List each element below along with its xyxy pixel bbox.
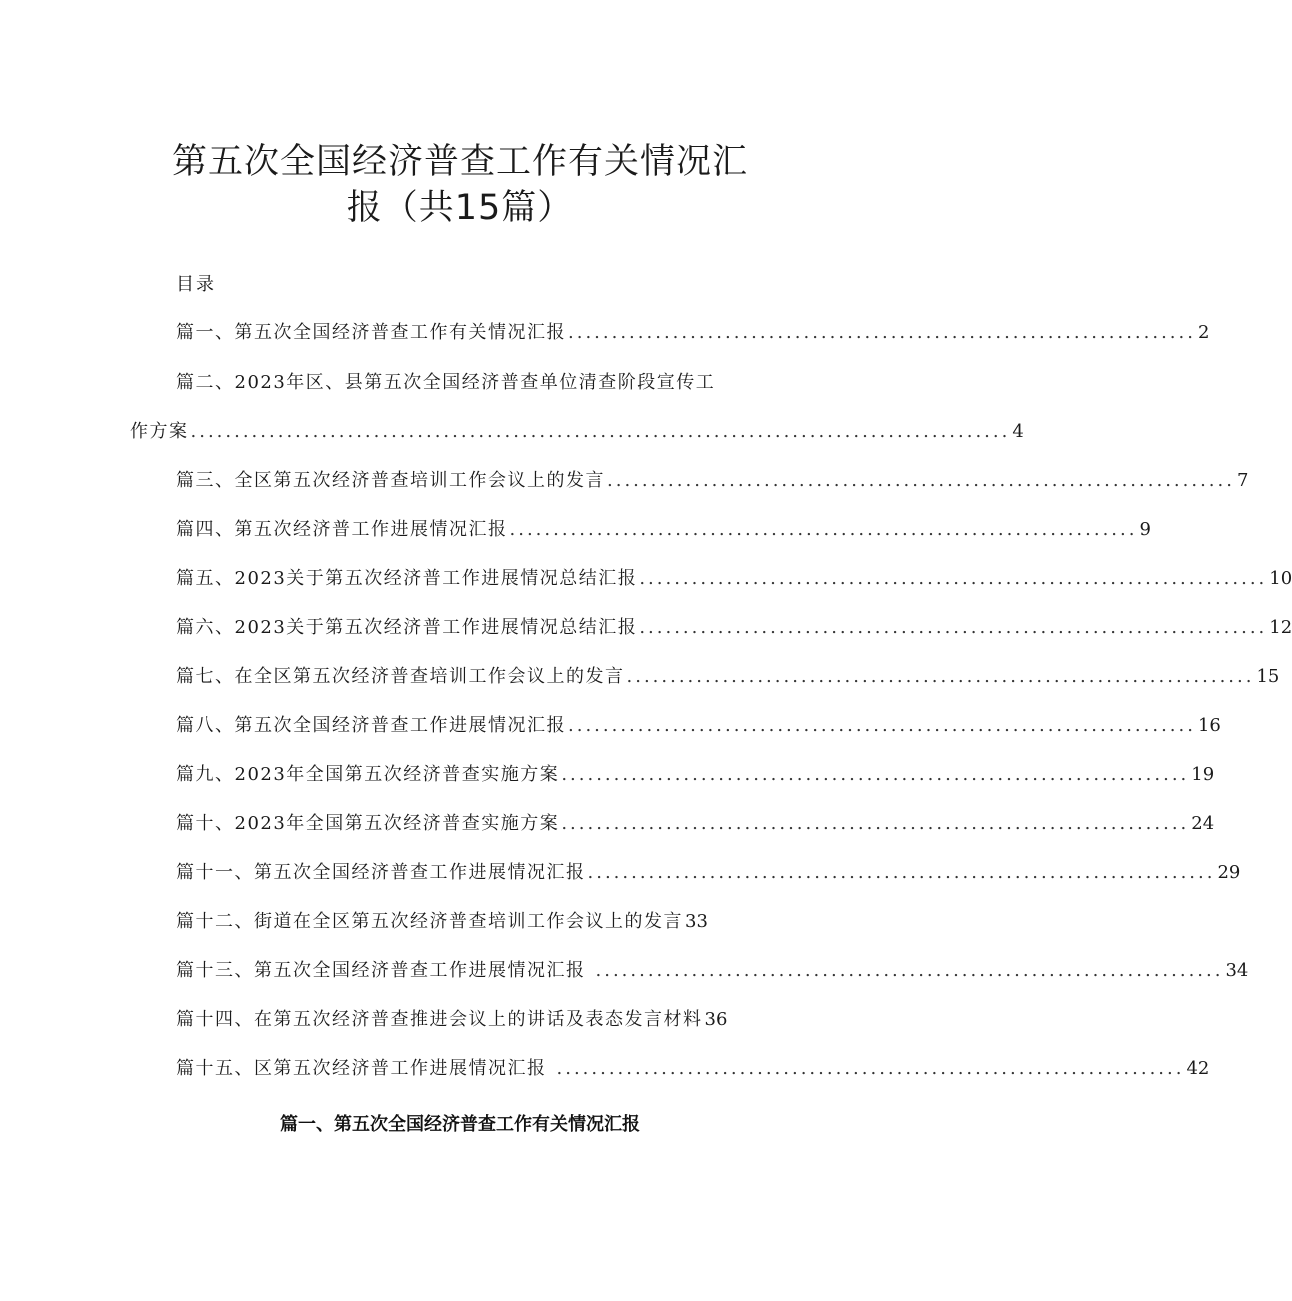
toc-entry-page: 4 bbox=[1012, 421, 1024, 442]
toc-dot-leader: ........................................................................ bbox=[639, 617, 1268, 638]
toc-entry-title: 篇十、2023年全国第五次经济普查实施方案 bbox=[176, 813, 560, 834]
toc-heading: 目录 bbox=[176, 274, 216, 295]
toc-entry-page: 33 bbox=[685, 911, 708, 932]
toc-entry-title: 篇十四、在第五次经济普查推进会议上的讲话及表态发言材料 bbox=[176, 1009, 703, 1030]
section-heading: 篇一、第五次全国经济普查工作有关情况汇报 bbox=[280, 1114, 640, 1135]
toc-dot-leader: .............................................................................................. bbox=[190, 421, 1011, 442]
toc-entry-title: 篇十五、区第五次经济普工作进展情况汇报 bbox=[176, 1058, 547, 1079]
toc-entry[interactable] bbox=[176, 711, 1221, 737]
toc-entry-title: 篇九、2023年全国第五次经济普查实施方案 bbox=[176, 764, 560, 785]
toc-dot-leader: ........................................................................ bbox=[587, 862, 1216, 883]
toc-entry[interactable] bbox=[176, 318, 1210, 344]
toc-entry-page: 16 bbox=[1197, 715, 1221, 736]
toc-dot-leader: ........................................................................ bbox=[595, 960, 1224, 981]
toc-entry[interactable] bbox=[130, 417, 1024, 443]
toc-entry-page: 34 bbox=[1225, 960, 1249, 981]
toc-entry[interactable] bbox=[176, 760, 1215, 786]
toc-entry-page: 10 bbox=[1269, 568, 1292, 589]
toc-entry-title: 篇八、第五次全国经济普查工作进展情况汇报 bbox=[176, 715, 566, 736]
toc-entry-title: 篇六、2023关于第五次经济普工作进展情况总结汇报 bbox=[176, 617, 638, 638]
toc-dot-leader: ........................................................................ bbox=[568, 322, 1196, 343]
toc-dot-leader: ........................................................................ bbox=[561, 764, 1190, 785]
toc-entry[interactable] bbox=[176, 809, 1215, 835]
toc-entry-page: 42 bbox=[1186, 1058, 1210, 1079]
toc-entry-page: 2 bbox=[1197, 322, 1210, 343]
toc-entry-page: 36 bbox=[704, 1009, 728, 1030]
toc-entry-title: 篇五、2023关于第五次经济普工作进展情况总结汇报 bbox=[176, 568, 638, 589]
toc-entry-title: 篇十一、第五次全国经济普查工作进展情况汇报 bbox=[176, 862, 586, 883]
toc-entry[interactable] bbox=[176, 613, 1292, 639]
toc-entry-title: 篇三、全区第五次经济普查培训工作会议上的发言 bbox=[176, 470, 605, 491]
toc-entry[interactable] bbox=[176, 662, 1280, 688]
toc-entry-page: 12 bbox=[1269, 617, 1292, 638]
document-title-line-1: 第五次全国经济普查工作有关情况汇 bbox=[171, 142, 748, 182]
toc-entry-page: 7 bbox=[1236, 470, 1249, 491]
toc-dot-leader: ........................................................................ bbox=[607, 470, 1235, 491]
toc-entry[interactable] bbox=[176, 907, 768, 933]
toc-entry[interactable] bbox=[176, 858, 1241, 884]
toc-entry[interactable] bbox=[176, 466, 1249, 492]
document-title-line-2: 报（共15篇） bbox=[346, 188, 574, 228]
toc-entry-page: 9 bbox=[1139, 519, 1151, 540]
toc-entry[interactable] bbox=[176, 956, 1249, 982]
toc-dot-leader: ........................................................................ bbox=[509, 519, 1138, 540]
toc-entry-title: 作方案 bbox=[130, 421, 189, 442]
toc-dot-leader: ........................................................................ bbox=[556, 1058, 1185, 1079]
toc-dot-leader: ........................................................................ bbox=[639, 568, 1268, 589]
toc-dot-leader: ........................................................................ bbox=[626, 666, 1255, 687]
toc-entry-page: 15 bbox=[1256, 666, 1280, 687]
toc-dot-leader: ........................................................................ bbox=[561, 813, 1190, 834]
toc-entry[interactable] bbox=[176, 515, 1151, 541]
toc-entry[interactable] bbox=[176, 564, 1292, 590]
toc-dot-leader: ........................................................................ bbox=[568, 715, 1196, 736]
toc-entry-title: 篇七、在全区第五次经济普查培训工作会议上的发言 bbox=[176, 666, 625, 687]
toc-entry-title: 篇一、第五次全国经济普查工作有关情况汇报 bbox=[176, 322, 566, 343]
toc-entry-page: 24 bbox=[1191, 813, 1215, 834]
toc-entry-page: 19 bbox=[1191, 764, 1215, 785]
toc-entry[interactable] bbox=[176, 1005, 768, 1031]
toc-entry-title: 篇四、第五次经济普工作进展情况汇报 bbox=[176, 519, 508, 540]
toc-entry[interactable] bbox=[176, 1054, 1210, 1080]
toc-entry-title: 篇十二、街道在全区第五次经济普查培训工作会议上的发言 bbox=[176, 911, 683, 932]
toc-entry-page: 29 bbox=[1217, 862, 1241, 883]
toc-entry-title: 篇十三、第五次全国经济普查工作进展情况汇报 bbox=[176, 960, 586, 981]
toc-entry-title-line-1[interactable]: 篇二、2023年区、县第五次全国经济普查单位清查阶段宣传工 bbox=[176, 372, 716, 393]
